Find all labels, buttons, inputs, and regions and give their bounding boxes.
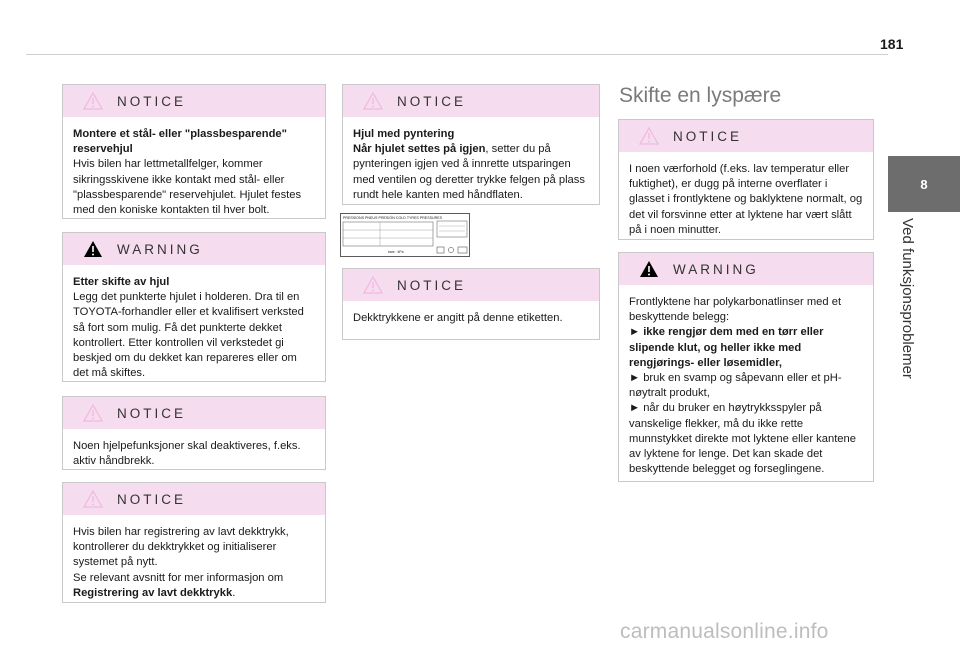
notice-header [343, 269, 599, 301]
notice-box-wheel-trim [342, 84, 600, 205]
notice-title: NOTICE [397, 277, 467, 293]
warning-icon [83, 240, 103, 258]
notice-subtitle-2: reservehjul [73, 143, 133, 156]
notice-title: NOTICE [117, 93, 187, 109]
notice-box-tyre-pressure [62, 482, 326, 603]
warning-header [63, 233, 325, 265]
notice-text: , setter du på pynteringen igjen ved å innrette utsparingen med ventilen og deretter trykke felgen på plass rundt hele kanten med håndflaten. [353, 143, 585, 201]
warning-text: Legg det punkterte hjulet i holderen. Dra til en TOYOTA-forhandler eller et kvalifisert verksted så fort som mulig. Få det punkterte dekket kontrollert. Etter kontrollen vil verkstedet gi beskjed om du dekket kan repareres eller om det må skiftes. [73, 291, 304, 380]
notice-text: Dekktrykkene er angitt på denne etiketten. [353, 312, 563, 324]
warning-title: WARNING [117, 241, 203, 257]
warning-icon [639, 260, 659, 278]
notice-header [63, 483, 325, 515]
warning-box-headlamp-lenses [618, 252, 874, 482]
watermark: carmanualsonline.info [620, 620, 829, 643]
notice-header [63, 397, 325, 429]
notice-icon [363, 92, 383, 110]
bullet-icon: ► [629, 372, 641, 385]
notice-box-condensation [618, 119, 874, 240]
warning-header [619, 253, 873, 285]
warning-text: Frontlyktene har polykarbonatlinser med et beskyttende belegg: [629, 296, 842, 324]
notice-box-assist-functions [62, 396, 326, 470]
bullet-icon: ► [629, 326, 641, 339]
warning-item-2: bruk en svamp og såpevann eller et pH-nøytralt produkt, [629, 372, 842, 400]
chapter-tab: 8 [888, 156, 960, 212]
notice-title: NOTICE [117, 405, 187, 421]
notice-subtitle: Hjul med pyntering [353, 128, 455, 140]
notice-icon [83, 404, 103, 422]
notice-icon [83, 490, 103, 508]
notice-subtitle: Montere et stål- eller "plassbesparende" [73, 128, 287, 140]
warning-box-after-wheel-change [62, 232, 326, 382]
bullet-icon: ► [629, 402, 641, 415]
chapter-label: Ved funksjonsproblemer [899, 218, 916, 379]
notice-reference: Registrering av lavt dekktrykk [73, 586, 233, 599]
warning-title: WARNING [673, 261, 759, 277]
notice-box-pressure-label [342, 268, 600, 340]
notice-title: NOTICE [397, 93, 467, 109]
notice-lead: Når hjulet settes på igjen [353, 143, 486, 156]
notice-header [63, 85, 325, 117]
notice-icon [363, 276, 383, 294]
notice-header [619, 120, 873, 152]
notice-text: Hvis bilen har lettmetallfelger, kommer sikringsskivene ikke kontakt med stål- eller "plassbesparende" reservehjulet. Hjulet festes med den koniske kontakten til hver bolt. [73, 158, 302, 217]
tyre-pressure-label-image [340, 213, 470, 257]
notice-title: NOTICE [117, 491, 187, 507]
warning-subtitle: Etter skifte av hjul [73, 276, 170, 288]
notice-icon [639, 127, 659, 145]
notice-title: NOTICE [673, 128, 743, 144]
notice-box-spare-wheel [62, 84, 326, 219]
tyre-label-unit: bars · kPa [388, 250, 404, 254]
warning-item-1: ikke rengjør dem med en tørr eller slipende klut, og heller ikke med rengjørings- eller løsemidler, [629, 326, 824, 369]
notice-text: Hvis bilen har registrering av lavt dekktrykk, kontrollerer du dekktrykket og initialiserer systemet på nytt. [73, 526, 289, 569]
section-title: Skifte en lyspære [619, 84, 782, 107]
tyre-label-header: PRESSIONS PNEUS·PRESIÓN·COLD TYRES PRESSURES [343, 216, 442, 220]
warning-item-3: når du bruker en høytrykksspyler på vanskelige flekker, må du ikke rette munnstykket direkte mot lyktene eller kantene av lyktene for lenge. Det kan skade det beskyttende belegget og forseglingene. [629, 402, 856, 476]
page-number: 181 [880, 36, 904, 52]
notice-text: Noen hjelpefunksjoner skal deaktiveres, f.eks. aktiv håndbrekk. [73, 440, 301, 468]
notice-icon [83, 92, 103, 110]
notice-header [343, 85, 599, 117]
top-rule [26, 54, 888, 55]
notice-period: . [232, 586, 236, 599]
notice-text: I noen værforhold (f.eks. lav temperatur eller fuktighet), er dugg på interne overflater i glasset i frontlyktene og baklyktene normalt, og det vil forsvinne etter at lyktene har vært slått på i noen minutter. [629, 163, 863, 236]
notice-text-2: Se relevant avsnitt for mer informasjon om [73, 571, 284, 584]
